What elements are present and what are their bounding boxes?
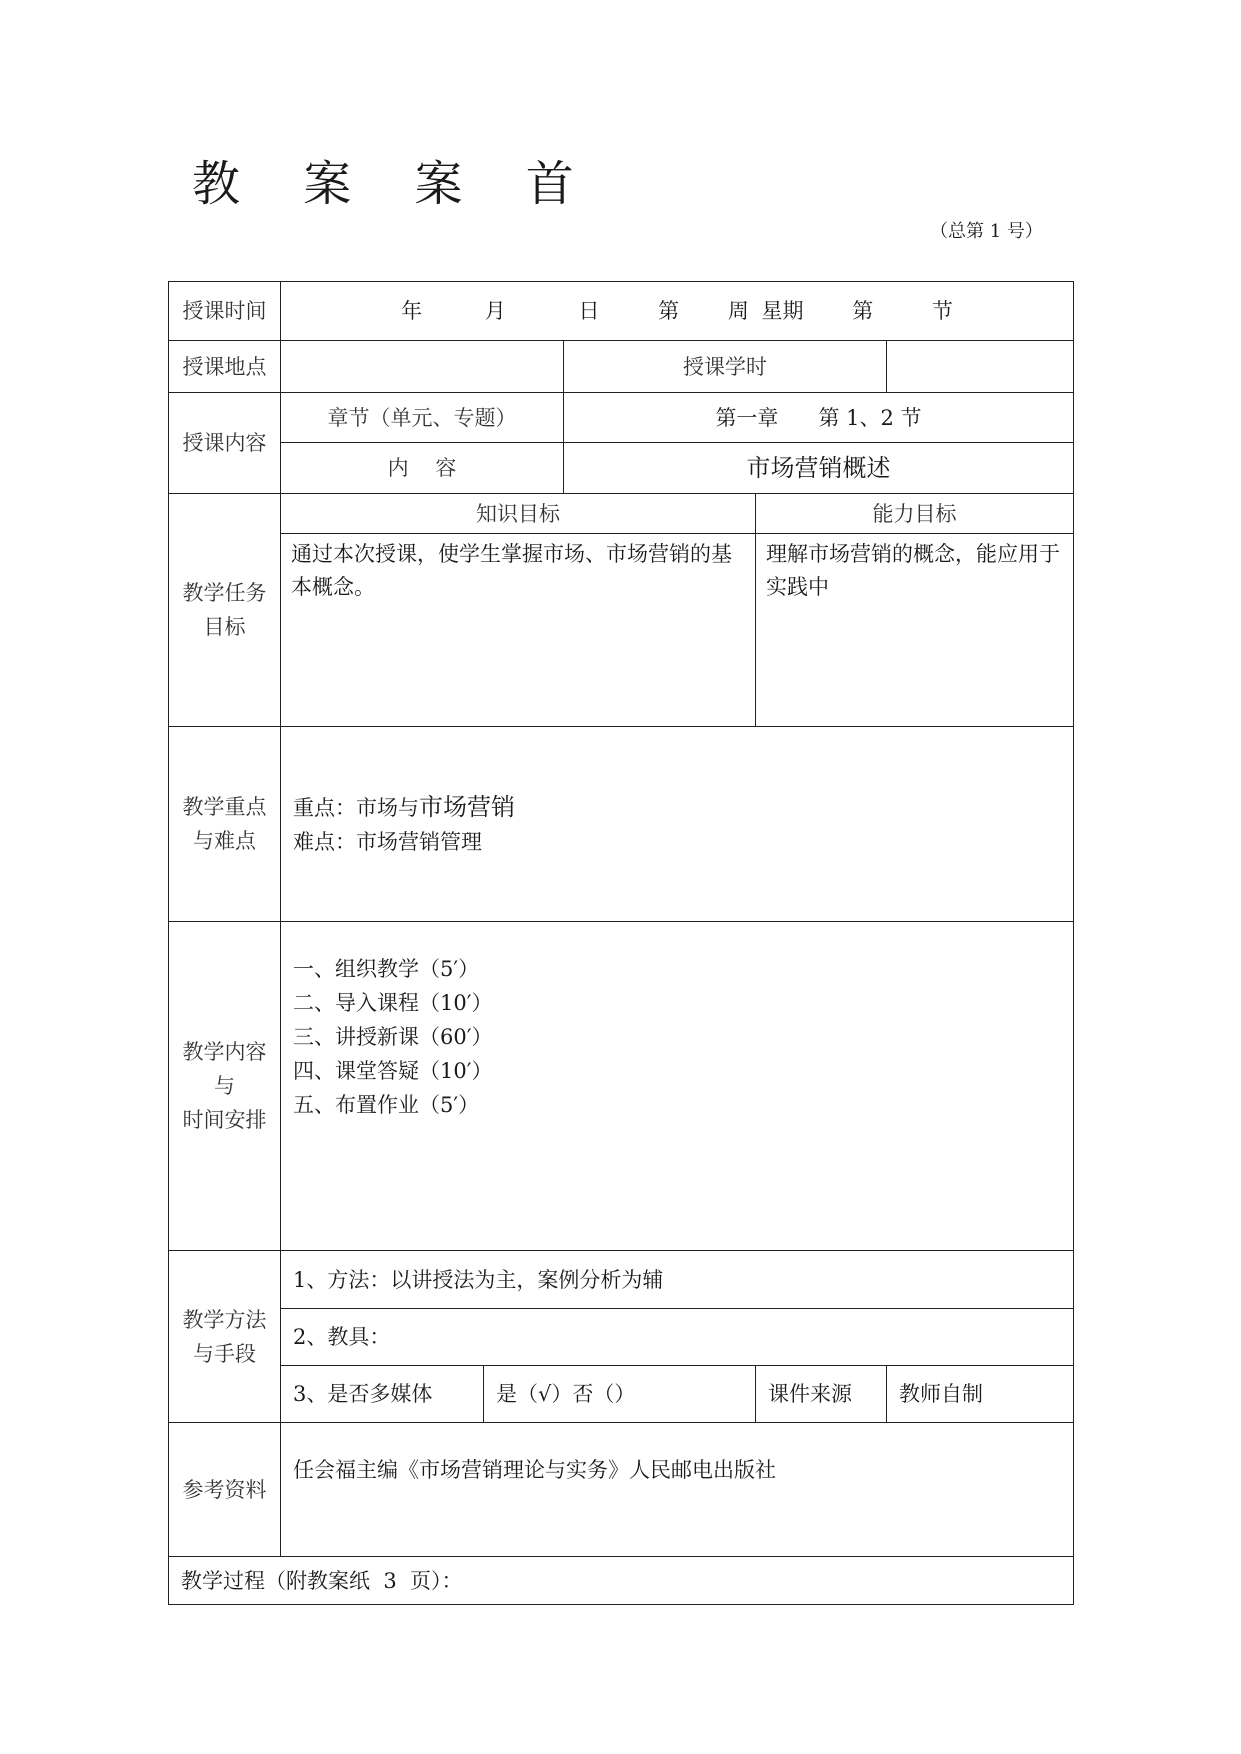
key-point-value: 市场营销: [419, 792, 515, 821]
time-week-prefix: 第: [658, 299, 680, 323]
label-goals: [169, 494, 281, 727]
difficulty-point: 难点：市场营销管理: [293, 829, 482, 854]
ability-goal-text: 理解市场营销的概念，能应用于实践中: [756, 534, 1074, 727]
page-title: 教 案 案 首: [192, 156, 598, 212]
time-day: 日: [578, 299, 600, 323]
row-method: [169, 1251, 1074, 1309]
label-schedule: [169, 922, 281, 1251]
label-place: 授课地点: [169, 341, 281, 393]
row-tools: [169, 1309, 1074, 1366]
label-method: [169, 1251, 281, 1423]
label-schedule-line3: 时间安排: [182, 1108, 267, 1132]
time-year: 年: [401, 299, 423, 323]
row-goals-body: [169, 534, 1074, 727]
row-schedule: [169, 922, 1074, 1251]
key-point: [293, 790, 1073, 825]
row-multimedia: [169, 1366, 1074, 1423]
row-focus: [169, 727, 1074, 922]
multimedia-choice: 是（√）否（）: [484, 1366, 756, 1423]
key-point-prefix: 重点：市场与: [293, 795, 419, 820]
source-label: [756, 1366, 887, 1423]
reference-text: 任会福主编《市场营销理论与实务》人民邮电出版社: [281, 1423, 1074, 1557]
multimedia-label: 3、是否多媒体: [281, 1366, 484, 1423]
label-focus: [169, 727, 281, 922]
focus-text: [281, 727, 1074, 922]
time-session-suffix: 节: [931, 299, 953, 323]
label-chapter: 章节（单元、专题）: [281, 393, 564, 443]
row-process: [169, 1557, 1074, 1605]
label-focus-line2: 与难点: [193, 829, 256, 853]
label-hours: 授课学时: [564, 341, 887, 393]
topic-value: 市场营销概述: [564, 443, 1074, 494]
row-content-chapter: [169, 393, 1074, 443]
schedule-item: 五、布置作业（5′）: [293, 1093, 480, 1117]
schedule-item: 三、讲授新课（60′）: [293, 1025, 493, 1049]
serial-number: （总第 1 号）: [930, 221, 1043, 242]
lesson-plan-table: [168, 281, 1074, 1605]
label-ability-goal: 能力目标: [756, 494, 1074, 534]
label-schedule-line1: 教学内容: [182, 1040, 267, 1064]
method-text: 1、方法：以讲授法为主，案例分析为辅: [281, 1251, 1074, 1309]
row-content-topic: [169, 443, 1074, 494]
hours-value: [887, 341, 1074, 393]
source-value: 教师自制: [887, 1366, 1074, 1423]
label-time: 授课时间: [169, 282, 281, 341]
time-session-prefix: 第: [852, 299, 874, 323]
label-reference: 参考资料: [169, 1423, 281, 1557]
tools-text: 2、教具：: [281, 1309, 1074, 1366]
label-method-line1: 教学方法: [182, 1307, 267, 1332]
process-text: 教学过程（附教案纸 3 页）：: [169, 1557, 1074, 1605]
row-time: [169, 282, 1074, 341]
row-goals-header: [169, 494, 1074, 534]
schedule-item: 二、导入课程（10′）: [293, 991, 493, 1015]
label-goals-line1: 教学任务: [182, 581, 267, 605]
knowledge-goal-text: 通过本次授课，使学生掌握市场、市场营销的基本概念。: [281, 534, 756, 727]
row-place: [169, 341, 1074, 393]
schedule-item: 一、组织教学（5′）: [293, 957, 480, 981]
label-focus-line1: 教学重点: [182, 795, 267, 819]
place-value: [281, 341, 564, 393]
label-schedule-line2: 与: [214, 1074, 235, 1098]
chapter-value: 第一章 第 1、2 节: [564, 393, 1074, 443]
source-label-text: 课件来源: [768, 1382, 852, 1406]
time-fields: [281, 282, 1074, 341]
label-content: 授课内容: [169, 393, 281, 494]
label-topic: 内 容: [281, 443, 564, 494]
label-goals-line2: 目标: [203, 615, 246, 639]
time-month: 月: [484, 299, 506, 323]
label-knowledge-goal: 知识目标: [281, 494, 756, 534]
schedule-item: 四、课堂答疑（10′）: [293, 1059, 493, 1083]
time-week-suffix: 周: [727, 299, 749, 323]
time-weekday: 星期: [761, 299, 804, 323]
schedule-list: [281, 922, 1074, 1251]
label-method-line2: 与手段: [193, 1341, 256, 1366]
row-reference: [169, 1423, 1074, 1557]
